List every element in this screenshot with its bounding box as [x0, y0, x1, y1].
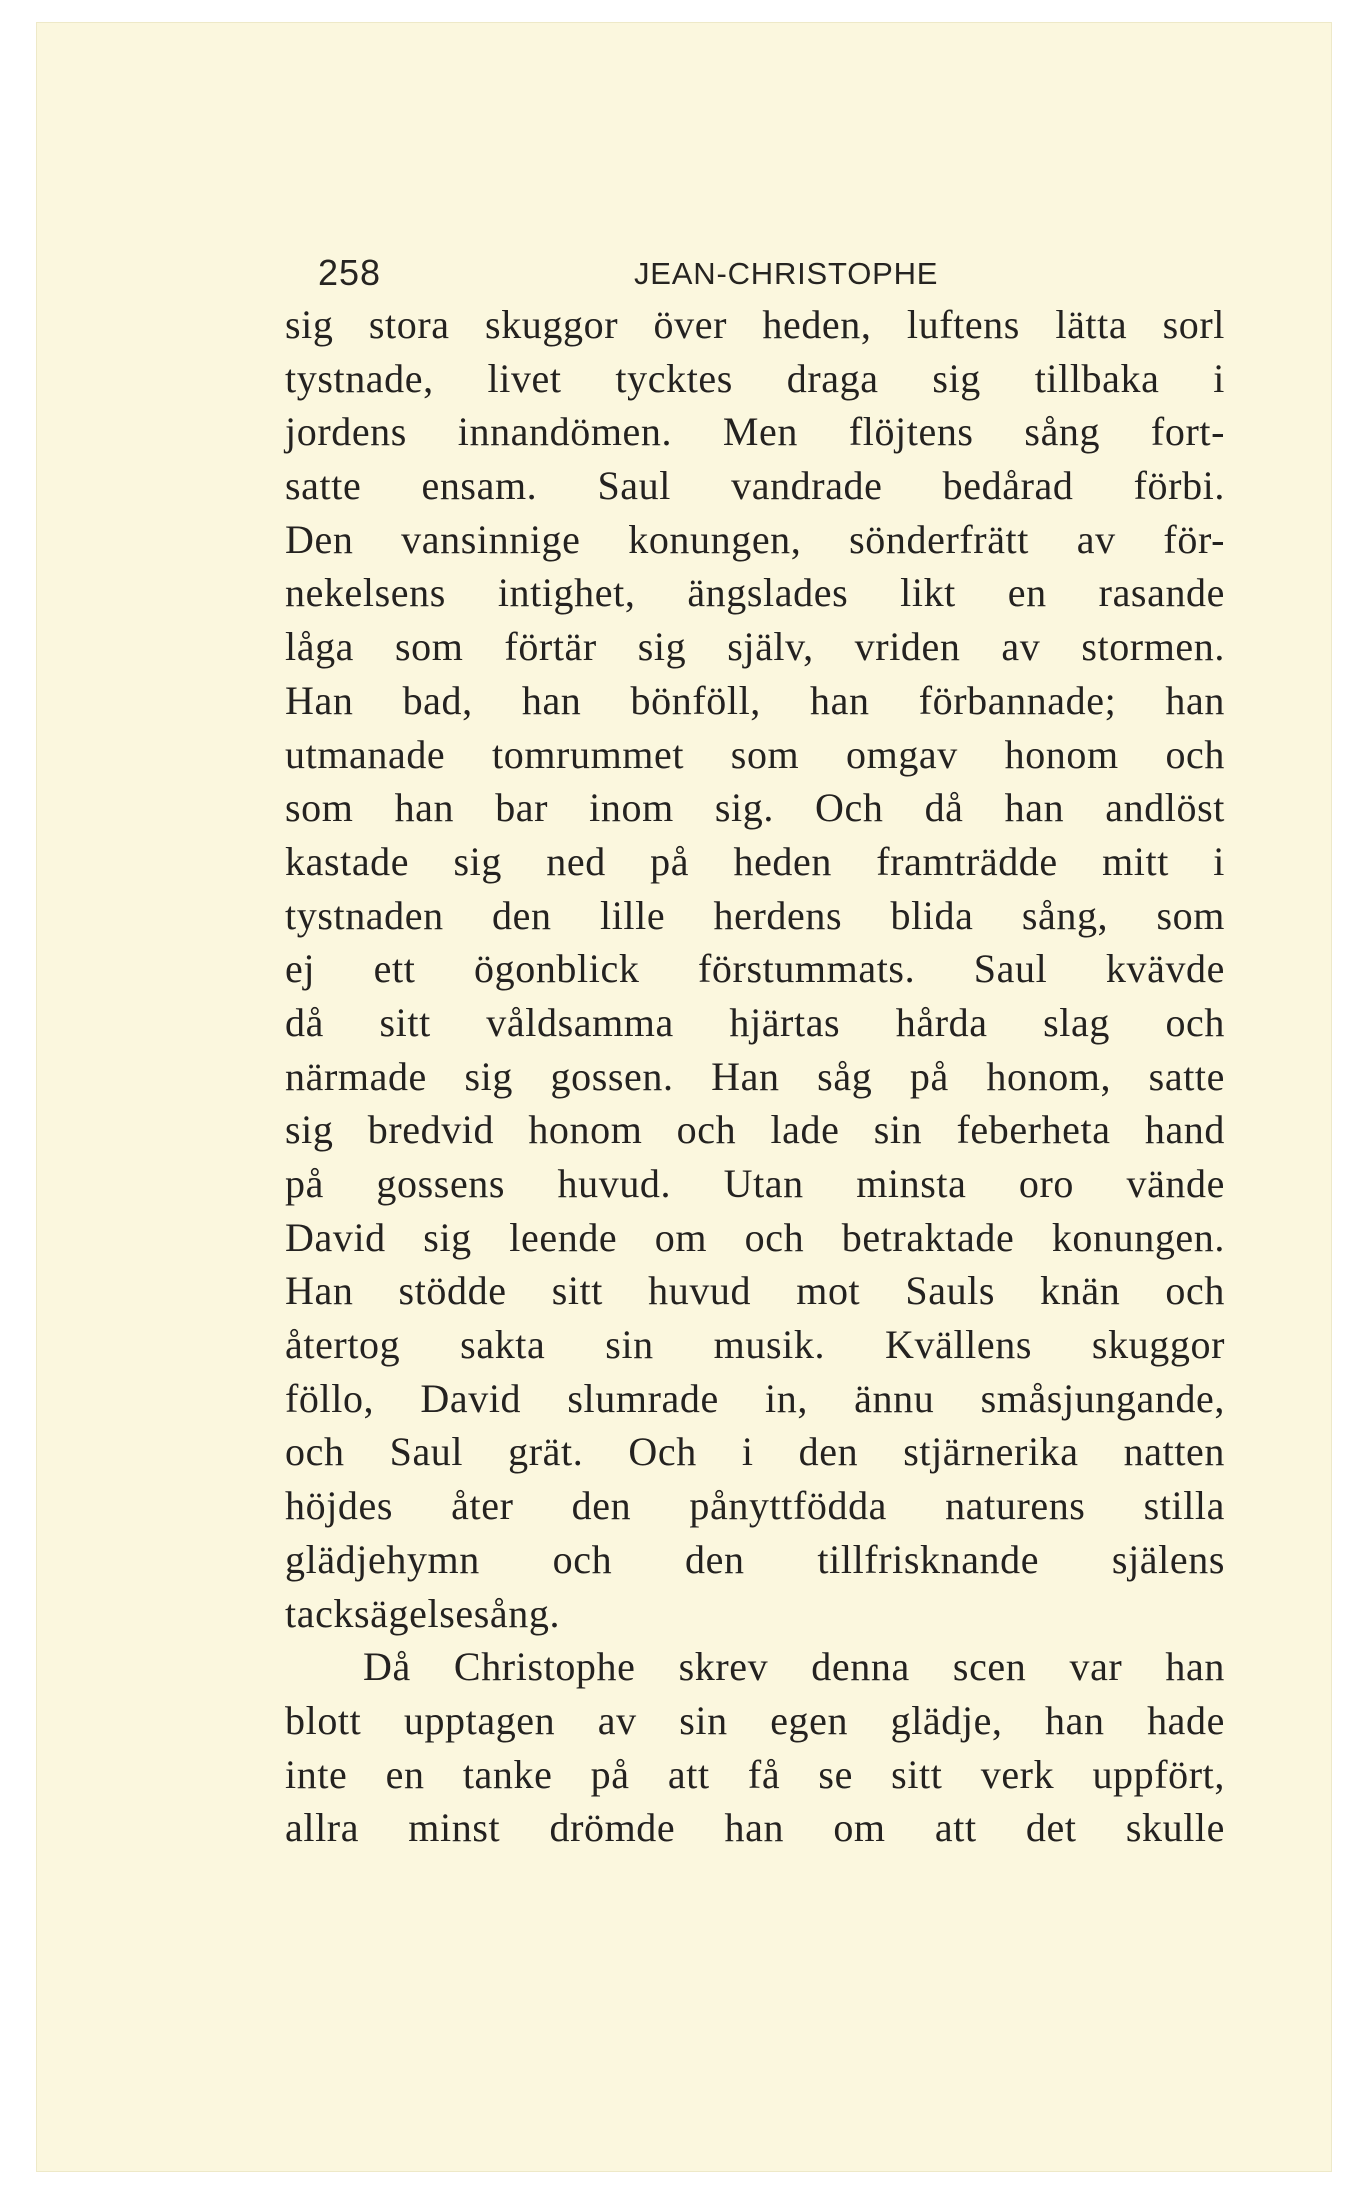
- text-line: Han stödde sitt huvud mot Sauls knän och: [285, 1268, 1225, 1314]
- text-line: blott upptagen av sin egen glädje, han hade: [285, 1697, 1225, 1743]
- text-line: tystnade, livet tycktes draga sig tillbaka i: [285, 355, 1225, 401]
- page-header: [318, 248, 1258, 298]
- text-line: höjdes åter den pånyttfödda naturens stilla: [285, 1483, 1225, 1529]
- paragraph-end-line: tacksägelsesång.: [285, 1590, 561, 1636]
- text-line: jordens innandömen. Men flöjtens sång fort-: [285, 409, 1225, 455]
- text-line: som han bar inom sig. Och då han andlöst: [285, 785, 1225, 831]
- text-line: nekelsens intighet, ängslades likt en rasande: [285, 570, 1225, 616]
- paragraph-start-line: Då Christophe skrev denna scen var han: [363, 1644, 1225, 1690]
- text-line: sig bredvid honom och lade sin feberheta hand: [285, 1107, 1225, 1153]
- page-number: 258: [318, 252, 382, 293]
- running-head: JEAN-CHRISTOPHE: [634, 256, 939, 291]
- text-line: närmade sig gossen. Han såg på honom, satte: [285, 1053, 1225, 1099]
- text-line: Han bad, han bönföll, han förbannade; han: [285, 677, 1225, 723]
- text-line: då sitt våldsamma hjärtas hårda slag och: [285, 999, 1225, 1045]
- text-line: återtog sakta sin musik. Kvällens skuggor: [285, 1322, 1225, 1368]
- text-line: tystnaden den lille herdens blida sång, som: [285, 892, 1225, 938]
- text-line: låga som förtär sig själv, vriden av stormen.: [285, 624, 1225, 670]
- text-line: Den vansinnige konungen, sönderfrätt av för-: [285, 516, 1225, 562]
- text-line: sig stora skuggor över heden, luftens lätta sorl: [285, 302, 1225, 347]
- text-line: allra minst drömde han om att det skulle: [285, 1805, 1225, 1851]
- text-line: på gossens huvud. Utan minsta oro vände: [285, 1161, 1225, 1206]
- text-line: och Saul grät. Och i den stjärnerika natten: [285, 1429, 1225, 1475]
- text-line: föllo, David slumrade in, ännu småsjungande,: [285, 1375, 1225, 1421]
- text-line: David sig leende om och betraktade konungen.: [285, 1214, 1225, 1260]
- text-line: inte en tanke på att få se sitt verk uppfört,: [285, 1751, 1225, 1797]
- text-line: glädjehymn och den tillfrisknande själens: [285, 1536, 1225, 1582]
- text-line: kastade sig ned på heden framträdde mitt i: [285, 838, 1225, 884]
- body-text: [285, 298, 1225, 1855]
- text-line: utmanade tomrummet som omgav honom och: [285, 731, 1225, 777]
- text-line: satte ensam. Saul vandrade bedårad förbi.: [285, 463, 1225, 509]
- text-line: ej ett ögonblick förstummats. Saul kvävde: [285, 946, 1225, 992]
